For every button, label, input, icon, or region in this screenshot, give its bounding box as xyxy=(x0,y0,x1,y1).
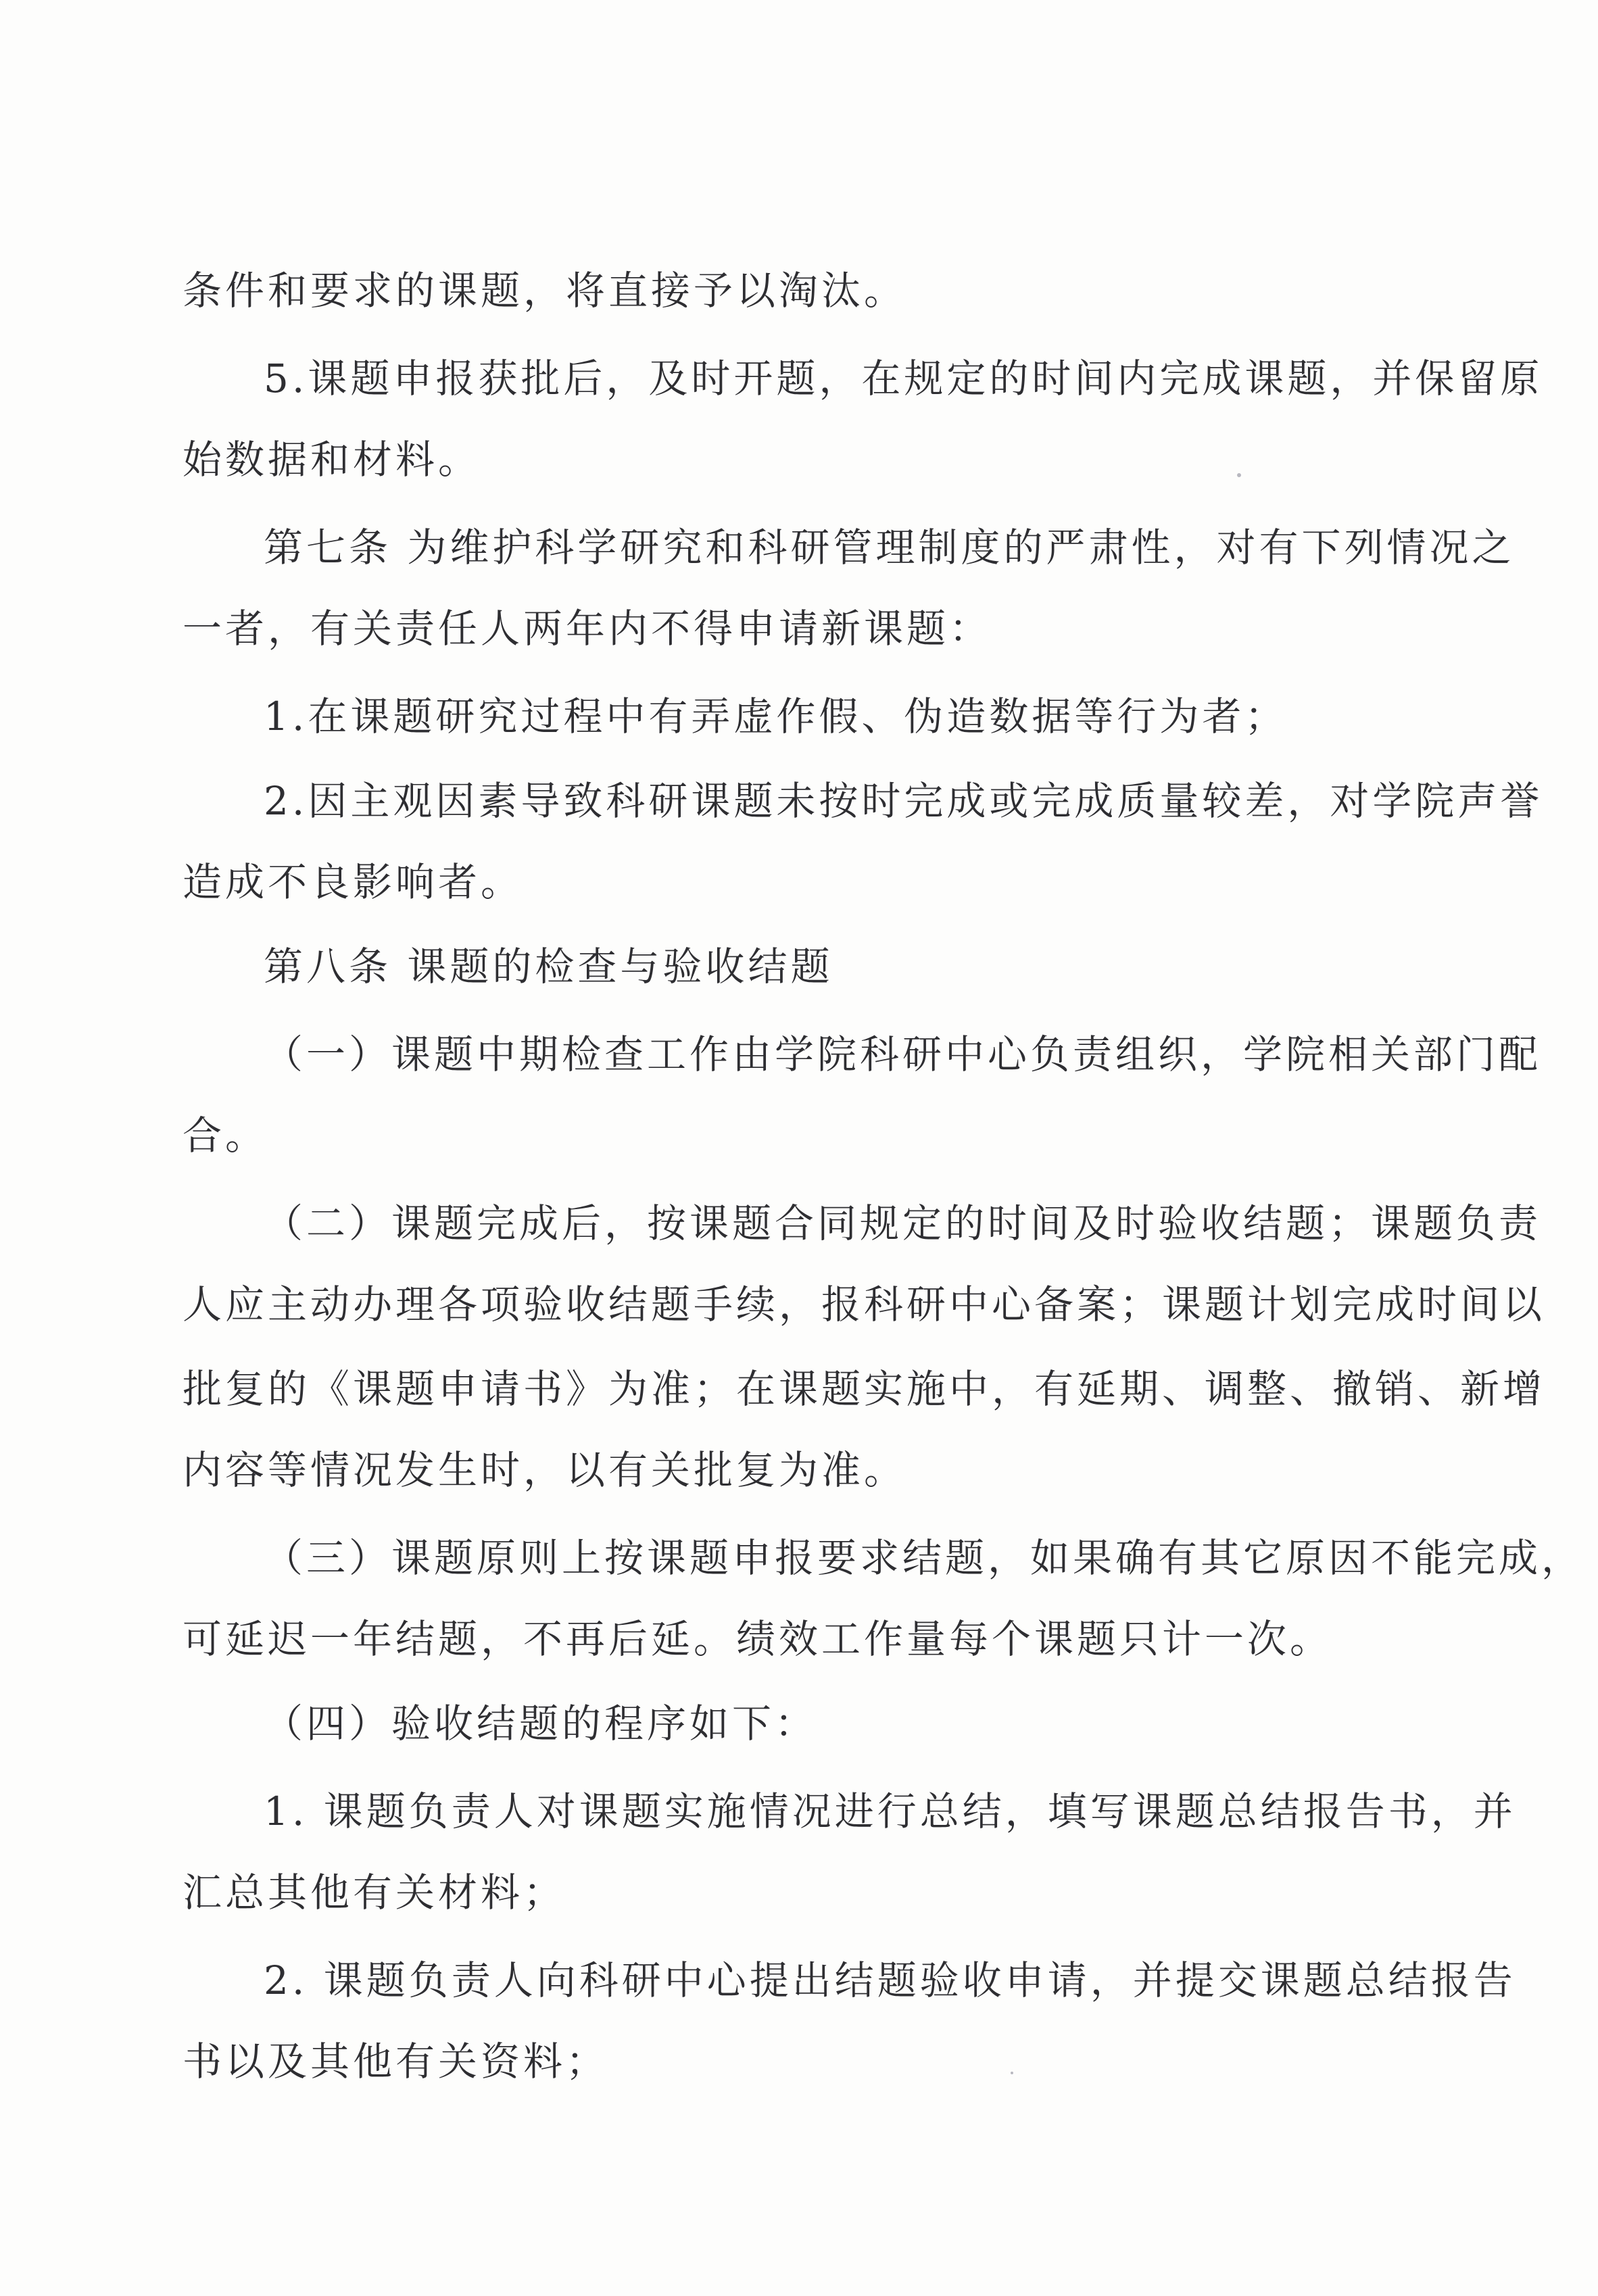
list-item: 2. 课题负责人向科研中心提出结题验收申请，并提交课题总结报告 xyxy=(264,1957,1516,2003)
list-item: 1.在课题研究过程中有弄虚作假、伪造数据等行为者； xyxy=(264,693,1288,739)
text-line: （二）课题完成后，按课题合同规定的时间及时验收结题；课题负责 xyxy=(264,1200,1542,1246)
list-item: 1. 课题负责人对课题实施情况进行总结，填写课题总结报告书，并 xyxy=(264,1788,1516,1834)
text-line: 5.课题申报获批后，及时开题，在规定的时间内完成课题，并保留原 xyxy=(264,356,1543,401)
text-line: 书以及其他有关资料； xyxy=(183,2038,609,2084)
text-line: （四）验收结题的程序如下： xyxy=(264,1701,818,1747)
scan-speck xyxy=(1237,473,1241,477)
scan-speck xyxy=(1011,2072,1013,2074)
text-line: （一）课题中期检查工作由学院科研中心负责组织，学院相关部门配 xyxy=(264,1031,1542,1077)
text-line: 造成不良影响者。 xyxy=(183,859,524,905)
text-line: 合。 xyxy=(183,1113,268,1158)
text-line: 汇总其他有关材料； xyxy=(183,1870,566,1915)
list-item: 2.因主观因素导致科研课题未按时完成或完成质量较差，对学院声誉 xyxy=(264,778,1543,824)
text-line: 批复的《课题申请书》为准；在课题实施中，有延期、调整、撤销、新增 xyxy=(183,1366,1546,1412)
text-line: 始数据和材料。 xyxy=(183,437,481,483)
article-heading: 第七条 为维护科学研究和科研管理制度的严肃性，对有下列情况之 xyxy=(264,524,1515,570)
text-line: 一者，有关责任人两年内不得申请新课题： xyxy=(183,606,992,652)
article-heading: 第八条 课题的检查与验收结题 xyxy=(264,944,833,990)
text-line: 内容等情况发生时，以有关批复为准。 xyxy=(183,1447,907,1493)
text-line: 可延迟一年结题，不再后延。绩效工作量每个课题只计一次。 xyxy=(183,1616,1333,1662)
text-line: 条件和要求的课题，将直接予以淘汰。 xyxy=(183,268,907,314)
text-line: 人应主动办理各项验收结题手续，报科研中心备案；课题计划完成时间以 xyxy=(183,1281,1546,1327)
text-line: （三）课题原则上按课题申报要求结题，如果确有其它原因不能完成， xyxy=(264,1535,1584,1581)
